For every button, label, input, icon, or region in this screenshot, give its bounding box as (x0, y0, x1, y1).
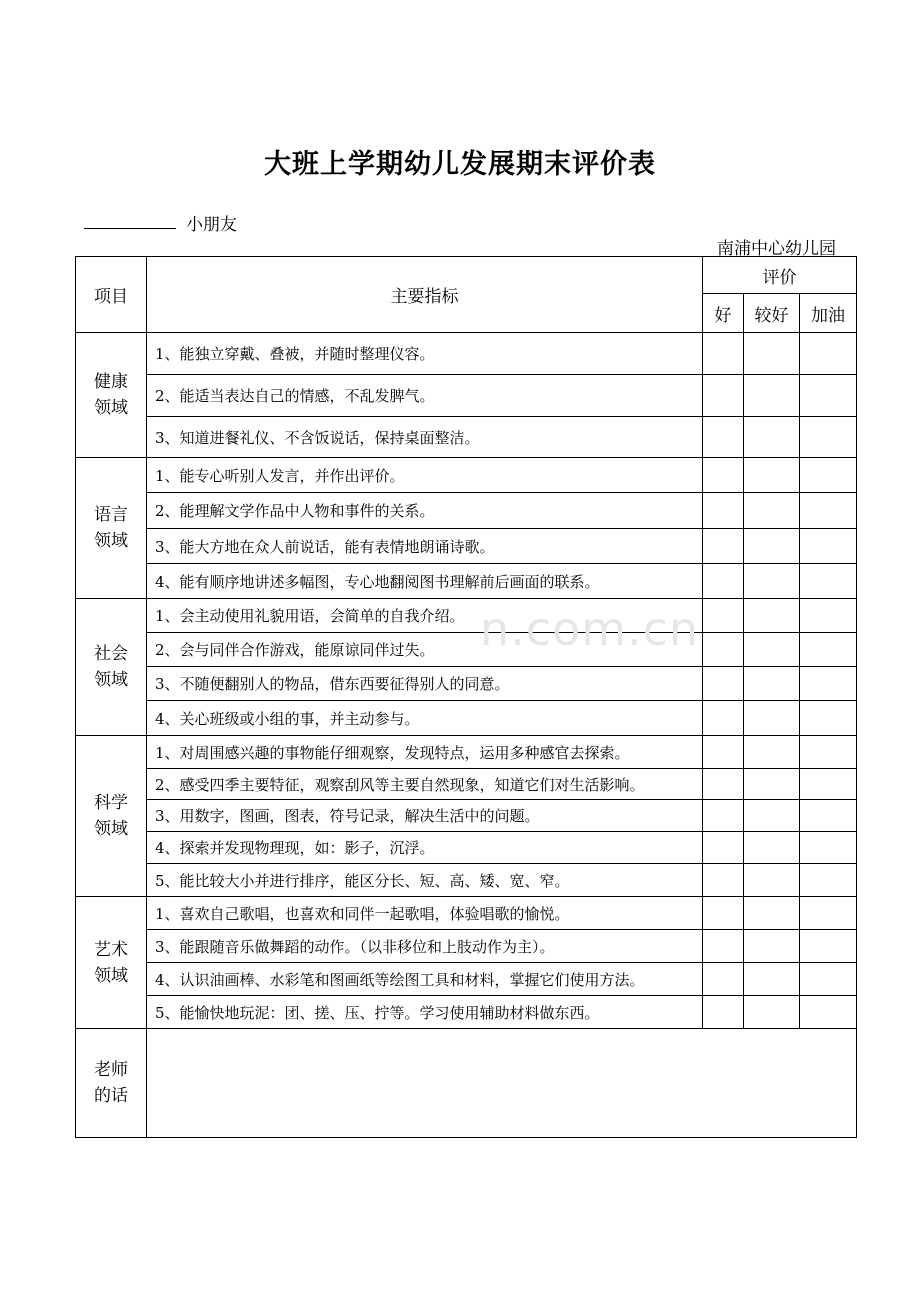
indicator-item: 2、能理解文学作品中人物和事件的关系。 (147, 493, 703, 529)
table-row (76, 633, 857, 667)
rating-cell[interactable] (744, 832, 800, 864)
table-row (76, 529, 857, 564)
rating-cell[interactable] (744, 897, 800, 930)
table-row (76, 458, 857, 493)
rating-keep-trying: 加油 (800, 294, 857, 333)
rating-cell[interactable] (800, 375, 857, 417)
rating-cell[interactable] (703, 897, 744, 930)
indicator-item: 4、认识油画棒、水彩笔和图画纸等绘图工具和材料，掌握它们使用方法。 (147, 963, 703, 996)
rating-cell[interactable] (800, 458, 857, 493)
indicator-item: 1、会主动使用礼貌用语，会简单的自我介绍。 (147, 599, 703, 633)
indicator-item: 2、会与同伴合作游戏，能原谅同伴过失。 (147, 633, 703, 667)
teacher-comment-field[interactable] (147, 1029, 857, 1138)
rating-cell[interactable] (800, 564, 857, 599)
rating-cell[interactable] (744, 769, 800, 800)
indicator-item: 3、知道进餐礼仪、不含饭说话，保持桌面整洁。 (147, 417, 703, 458)
indicator-item: 4、探索并发现物理现，如：影子，沉浮。 (147, 832, 703, 864)
evaluation-table (75, 256, 857, 1138)
rating-cell[interactable] (800, 897, 857, 930)
indicator-item: 3、能跟随音乐做舞蹈的动作。（以非移位和上肢动作为主）。 (147, 930, 703, 963)
rating-cell[interactable] (703, 930, 744, 963)
rating-cell[interactable] (703, 963, 744, 996)
table-row (76, 333, 857, 375)
table-row (76, 736, 857, 769)
table-row (76, 800, 857, 832)
indicator-item: 2、能适当表达自己的情感，不乱发脾气。 (147, 375, 703, 417)
rating-cell[interactable] (744, 996, 800, 1029)
table-row (76, 564, 857, 599)
rating-cell[interactable] (800, 701, 857, 736)
rating-cell[interactable] (744, 599, 800, 633)
table-row (76, 375, 857, 417)
rating-cell[interactable] (703, 832, 744, 864)
table-row (76, 769, 857, 800)
rating-cell[interactable] (744, 633, 800, 667)
rating-cell[interactable] (800, 832, 857, 864)
rating-cell[interactable] (800, 769, 857, 800)
rating-cell[interactable] (703, 333, 744, 375)
rating-cell[interactable] (744, 963, 800, 996)
rating-cell[interactable] (744, 701, 800, 736)
section-health: 健康 领域 (76, 333, 147, 458)
rating-cell[interactable] (800, 800, 857, 832)
name-label: 小朋友 (186, 215, 237, 235)
rating-cell[interactable] (703, 864, 744, 897)
section-science: 科学 领域 (76, 736, 147, 897)
rating-cell[interactable] (744, 864, 800, 897)
section-language: 语言 领域 (76, 458, 147, 599)
rating-cell[interactable] (744, 564, 800, 599)
rating-cell[interactable] (744, 736, 800, 769)
rating-cell[interactable] (703, 633, 744, 667)
rating-cell[interactable] (744, 333, 800, 375)
teacher-comment-label: 老师 的话 (76, 1029, 147, 1138)
table-row (76, 864, 857, 897)
section-social: 社会 领域 (76, 599, 147, 736)
rating-cell[interactable] (800, 963, 857, 996)
rating-fairly-good: 较好 (744, 294, 800, 333)
indicator-item: 3、用数字，图画，图表，符号记录，解决生活中的问题。 (147, 800, 703, 832)
rating-cell[interactable] (800, 667, 857, 701)
rating-cell[interactable] (800, 599, 857, 633)
rating-cell[interactable] (703, 736, 744, 769)
rating-cell[interactable] (800, 930, 857, 963)
rating-cell[interactable] (744, 493, 800, 529)
indicator-item: 3、能大方地在众人前说话，能有表情地朗诵诗歌。 (147, 529, 703, 564)
rating-cell[interactable] (703, 800, 744, 832)
watermark: n.com.cn (480, 602, 700, 656)
header-indicator: 主要指标 (147, 257, 703, 333)
school-name: 南浦中心幼儿园 (717, 239, 836, 259)
table-row (76, 1029, 857, 1138)
rating-cell[interactable] (703, 529, 744, 564)
rating-cell[interactable] (800, 633, 857, 667)
rating-cell[interactable] (703, 458, 744, 493)
table-row (76, 701, 857, 736)
rating-cell[interactable] (703, 667, 744, 701)
rating-cell[interactable] (744, 930, 800, 963)
rating-cell[interactable] (703, 493, 744, 529)
table-row (76, 930, 857, 963)
indicator-item: 4、能有顺序地讲述多幅图，专心地翻阅图书理解前后画面的联系。 (147, 564, 703, 599)
indicator-item: 2、感受四季主要特征，观察刮风等主要自然现象，知道它们对生活影响。 (147, 769, 703, 800)
indicator-item: 1、对周围感兴趣的事物能仔细观察，发现特点，运用多种感官去探索。 (147, 736, 703, 769)
rating-cell[interactable] (800, 736, 857, 769)
rating-cell[interactable] (744, 375, 800, 417)
header-project: 项目 (76, 257, 147, 333)
indicator-item: 4、关心班级或小组的事，并主动参与。 (147, 701, 703, 736)
rating-cell[interactable] (703, 599, 744, 633)
rating-cell[interactable] (703, 701, 744, 736)
rating-good: 好 (703, 294, 744, 333)
indicator-item: 5、能愉快地玩泥：团、搓、压、拧等。学习使用辅助材料做东西。 (147, 996, 703, 1029)
rating-cell[interactable] (800, 529, 857, 564)
indicator-item: 5、能比较大小并进行排序，能区分长、短、高、矮、宽、窄。 (147, 864, 703, 897)
indicator-item: 3、不随便翻别人的物品，借东西要征得别人的同意。 (147, 667, 703, 701)
section-art: 艺术 领域 (76, 897, 147, 1029)
rating-cell[interactable] (744, 667, 800, 701)
table-row (76, 493, 857, 529)
rating-cell[interactable] (800, 417, 857, 458)
rating-cell[interactable] (744, 417, 800, 458)
rating-cell[interactable] (744, 529, 800, 564)
page-title: 大班上学期幼儿发展期末评价表 (264, 149, 656, 180)
name-blank-line[interactable] (84, 226, 176, 229)
header-evaluation: 评价 (703, 257, 857, 294)
table-row (76, 667, 857, 701)
rating-cell[interactable] (800, 493, 857, 529)
rating-cell[interactable] (703, 769, 744, 800)
indicator-item: 1、喜欢自己歌唱，也喜欢和同伴一起歌唱，体验唱歌的愉悦。 (147, 897, 703, 930)
rating-cell[interactable] (744, 458, 800, 493)
table-row (76, 897, 857, 930)
table-row (76, 832, 857, 864)
table-row (76, 963, 857, 996)
rating-cell[interactable] (800, 864, 857, 897)
rating-cell[interactable] (744, 800, 800, 832)
rating-cell[interactable] (703, 375, 744, 417)
indicator-item: 1、能独立穿戴、叠被，并随时整理仪容。 (147, 333, 703, 375)
rating-cell[interactable] (800, 996, 857, 1029)
table-row (76, 996, 857, 1029)
rating-cell[interactable] (703, 564, 744, 599)
rating-cell[interactable] (703, 417, 744, 458)
table-row (76, 417, 857, 458)
rating-cell[interactable] (703, 996, 744, 1029)
rating-cell[interactable] (800, 333, 857, 375)
table-row (76, 599, 857, 633)
indicator-item: 1、能专心听别人发言，并作出评价。 (147, 458, 703, 493)
